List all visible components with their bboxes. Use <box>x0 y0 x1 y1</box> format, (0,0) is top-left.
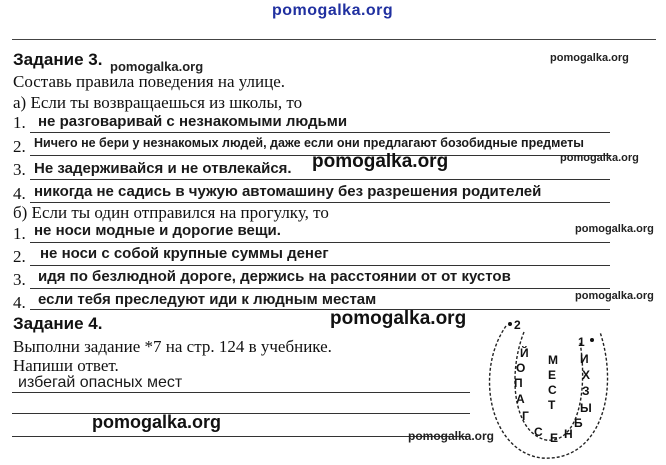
answer-number: 4. <box>13 184 26 203</box>
diagram-letter: З <box>582 384 590 398</box>
watermark: pomogalka.org <box>92 412 222 432</box>
answer-number: 3. <box>13 160 26 179</box>
watermark: pomogalka.org <box>408 429 495 443</box>
diagram-marker: 2 <box>514 318 521 332</box>
answer-text: не разговаривай с незнакомыми людьми <box>38 113 348 130</box>
diagram-letter: И <box>580 352 589 366</box>
watermark: pomogalka.org <box>110 59 204 74</box>
task4-answer: избегай опасных мест <box>18 374 183 391</box>
watermark: pomogalka.org <box>560 152 639 164</box>
answer-text: Ничего не бери у незнакомых людей, даже если они предлагают бозобидные предметы <box>34 136 584 150</box>
task3-heading: Задание 3. <box>13 50 103 69</box>
answer-line <box>12 392 470 393</box>
answer-line <box>30 265 610 266</box>
answer-text: идя по безлюдной дороге, держись на расстоянии от от кустов <box>38 268 511 285</box>
answer-line <box>30 179 610 180</box>
task4-line1: Выполни задание *7 на стр. 124 в учебнике. <box>13 337 332 356</box>
watermark: pomogalka.org <box>330 308 467 329</box>
diagram-letter: Е <box>550 431 559 445</box>
task4-line2: Напиши ответ. <box>13 356 119 375</box>
watermark: pomogalka.org <box>550 52 629 64</box>
answer-number: 2. <box>13 137 26 156</box>
watermark: pomogalka.org <box>312 151 449 172</box>
diagram-letter: Т <box>548 398 556 412</box>
site-header[interactable]: pomogalka.org <box>272 2 394 19</box>
diagram-marker: 1 <box>578 335 585 349</box>
task3-intro: Составь правила поведения на улице. <box>13 72 285 91</box>
answer-line <box>30 288 610 289</box>
diagram-letter: Г <box>522 409 529 423</box>
answer-line <box>12 436 470 437</box>
end-dot <box>590 338 594 342</box>
answer-number: 3. <box>13 270 26 289</box>
diagram-letter: Х <box>582 368 591 382</box>
answer-text: если тебя преследуют иди к людным местам <box>38 291 377 308</box>
answer-text: не носи с собой крупные суммы денег <box>40 245 329 262</box>
answer-line <box>30 132 610 133</box>
answer-number: 4. <box>13 293 26 312</box>
task4-heading: Задание 4. <box>13 314 103 333</box>
diagram-letter: Б <box>574 416 583 430</box>
diagram-letter: С <box>534 425 543 439</box>
diagram-letter: А <box>516 392 525 406</box>
answer-line <box>30 309 610 310</box>
watermark: pomogalka.org <box>575 223 654 235</box>
start-dot <box>508 322 512 326</box>
answer-number: 1. <box>13 224 26 243</box>
diagram-letter: Й <box>520 346 529 360</box>
answer-line <box>30 242 610 243</box>
answer-line <box>12 413 470 414</box>
part-a-label: а) Если ты возвращаешься из школы, то <box>13 93 303 112</box>
diagram-letter: Ы <box>580 401 592 415</box>
diagram-letter: С <box>548 383 557 397</box>
diagram-letter: Е <box>548 368 557 382</box>
answer-number: 1. <box>13 113 26 132</box>
answer-text: никогда не садись в чужую автомашину без разрешения родителей <box>34 183 542 200</box>
diagram-letter: М <box>548 353 558 367</box>
answer-text: не носи модные и дорогие вещи. <box>34 222 281 239</box>
part-b-label: б) Если ты один отправился на прогулку, то <box>13 203 329 222</box>
answer-number: 2. <box>13 247 26 266</box>
answer-text: Не задерживайся и не отвлекайся. <box>34 160 292 177</box>
diagram-letter: О <box>516 361 526 375</box>
top-divider <box>12 39 656 40</box>
diagram-letter: Н <box>564 427 573 441</box>
watermark: pomogalka.org <box>575 290 654 302</box>
diagram-letter: П <box>514 376 523 390</box>
